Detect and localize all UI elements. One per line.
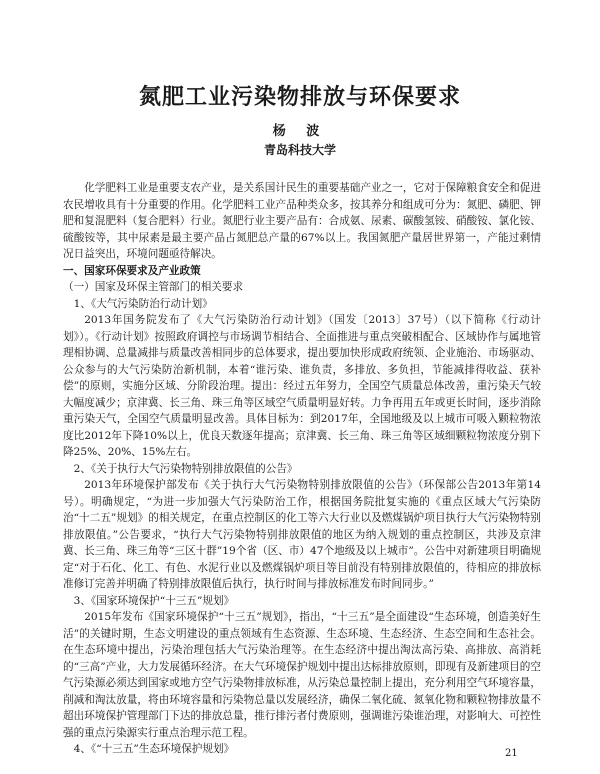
article-body — [63, 180, 541, 758]
item-heading: 1、《大气污染防治行动计划》 — [73, 297, 213, 310]
article-title: 氮肥工业污染物排放与环保要求 — [138, 84, 461, 110]
body-paragraph: 2015年发布《国家环境保护“十三五”规划》，指出，“十三五”是全面建设“生态环境，创造美好生活”的关键时期，生态文明建设的重点领域有生态资源、生态环境、生态经济、生态空间和生态社会。在生态环境中提出，污染治理包括大气污染治理等。在生态经济中提出淘汰高污染、高排放、高消耗的“三高”产业，大力发展循环经济。在大气环境保护规划中提出达标排放原则，即现有及新建项目的空气污染源必须达到国家或地方空气污染物排放标准，从污染总量控制上提出，充分利用空气环境容量，削减和淘汰放量，将由环境容量和污染物总量以发展经济，确保二氧化硫、氮氧化物和颗粒物排放量不超出环境保护管理部门下达的排放总量，推行排污者付费原则，强调谁污染谁治理，对影响大、可控性强的重点污染源实行重点治理示范工程。 — [63, 611, 541, 739]
article-author: 杨 波 — [272, 124, 328, 139]
body-paragraph: 2013年国务院发布了《大气污染防治行动计划》（国发〔2013〕37号）（以下简称《行动计划》）。《行动计划》按照政府调控与市场调节相结合、全面推进与重点突破相配合、区域协作与属地管理相协调、总量减排与质量改善相同步的总体要求，提出要加快形成政府统领、企业施治、市场驱动、公众参与的大气污染防治新机制，本着“谁污染、谁负责，多排放、多负担，节能减排得收益、获补偿”的原则，实施分区域、分阶段治理。提出：经过五年努力，全国空气质量总体改善，重污染天气较大幅度减少；京津冀、长三角、珠三角等区域空气质量明显好转。力争再用五年或更长时间，逐步消除重污染天气，全国空气质量明显改善。具体目标为：到2017年，全国地级及以上城市可吸入颗粒物浓度比2012年下降10%以上，优良天数逐年提高；京津冀、长三角、珠三角等区域细颗粒物浓度分别下降25%、20%、15%左右。 — [63, 314, 541, 458]
item-heading: 4、《“十三五”生态环境保护规划》 — [73, 743, 235, 755]
author-affiliation: 青岛科技大学 — [263, 143, 336, 157]
section-heading: 一、国家环保要求及产业政策 — [63, 264, 201, 277]
subsection-heading: （一）国家及环保主管部门的相关要求 — [63, 281, 244, 293]
page-number: 21 — [505, 748, 518, 759]
body-paragraph: 2013年环境保护部发布《关于执行大气污染物特别排放限值的公告》（环保部公告2013年第14号）。明确规定，“为进一步加强大气污染防治工作，根据国务院批复实施的《重点区域大气污染防治“十二五”规划》的相关规定，在重点控制区的化工等六大行业以及燃煤锅炉项目执行大气污染物特别排放限值。”公告要求，“执行大气污染物特别排放限值的地区为纳入规划的重点控制区，共涉及京津冀、长三角、珠三角等“三区十群”19个省（区、市）47个地级及以上城市”。公告中对新建项目明确规定“对于石化、化工、有色、水泥行业以及燃煤锅炉项目等目前没有特别排放限值的，待相应的排放标准修订完善并明确了特别排放限值后执行，执行时间与排放标准发布时间同步。” — [63, 479, 541, 590]
item-heading: 2、《关于执行大气污染物特别排放限值的公告》 — [73, 462, 298, 475]
item-heading: 3、《国家环境保护“十三五”规划》 — [73, 594, 235, 607]
intro-paragraph: 化学肥料工业是重要支农产业，是关系国计民生的重要基础产业之一，它对于保障粮食安全和促进农民增收具有十分重要的作用。化学肥料工业产品种类众多，按其养分和组成可分为：氮肥、磷肥、钾肥和复混肥料（复合肥料）行业。氮肥行业主要产品有：合成氨、尿素、碳酸氢铵、硝酸铵、氯化铵、硫酸铵等，其中尿素是最主要产品占氮肥总产量的67%以上。我国氮肥产量居世界第一，产能过剩情况日益突出，环境问题亟待解决。 — [63, 182, 541, 260]
